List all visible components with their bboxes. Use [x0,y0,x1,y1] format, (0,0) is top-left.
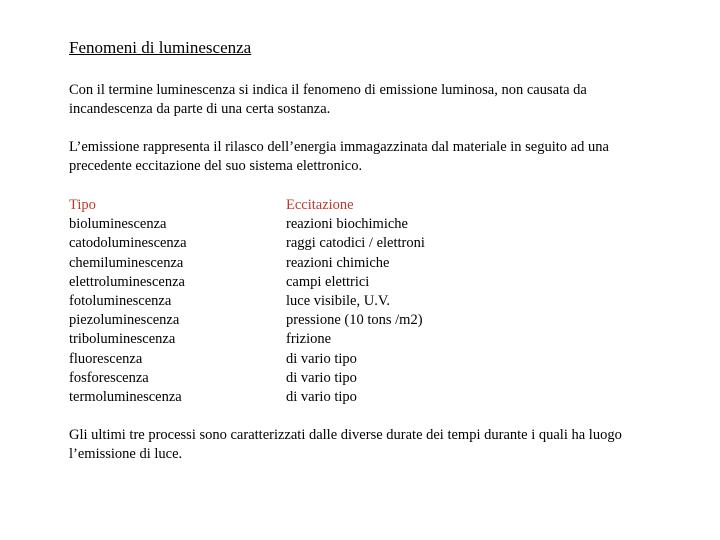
tipo-cell: triboluminescenza [69,331,176,348]
eccitazione-cell: raggi catodici / elettroni [286,235,425,252]
tipo-header: Tipo [69,197,96,213]
conclusion-paragraph: Gli ultimi tre processi sono caratterizzati dalle diverse durate dei tempi durante i quali ha luogo l’emissione di luce. [69,427,622,462]
page-title: Fenomeni di luminescenza [69,38,252,57]
tipo-cell: fosforescenza [69,369,149,386]
eccitazione-cell: di vario tipo [286,350,357,367]
eccitazione-cell: reazioni biochimiche [286,216,408,233]
tipo-cell: fluorescenza [69,350,143,367]
tipo-cell: chemiluminescenza [69,254,184,271]
tipo-cell: elettroluminescenza [69,273,185,290]
eccitazione-cell: di vario tipo [286,369,357,386]
eccitazione-header: Eccitazione [286,197,354,213]
tipo-cell: termoluminescenza [69,389,182,406]
definition-paragraph: L’emissione rappresenta il rilasco dell’energia immagazzinata dal materiale in seguito ad una precedente eccitazione del suo sistema elettronico. [69,139,609,174]
eccitazione-cell: pressione (10 tons /m2) [286,312,423,329]
intro-paragraph: Con il termine luminescenza si indica il fenomeno di emissione luminosa, non causata da incandescenza da parte di una certa sostanza. [69,82,587,117]
tipo-column [69,196,279,407]
tipo-cell: piezoluminescenza [69,312,180,329]
eccitazione-column [286,196,586,407]
tipo-cell: fotoluminescenza [69,293,172,310]
eccitazione-cell: di vario tipo [286,389,357,406]
tipo-cell: catodoluminescenza [69,235,187,252]
eccitazione-cell: frizione [286,331,332,348]
tipo-cell: bioluminescenza [69,216,167,233]
eccitazione-cell: reazioni chimiche [286,254,390,271]
eccitazione-cell: campi elettrici [286,273,370,290]
eccitazione-cell: luce visibile, U.V. [286,293,391,310]
